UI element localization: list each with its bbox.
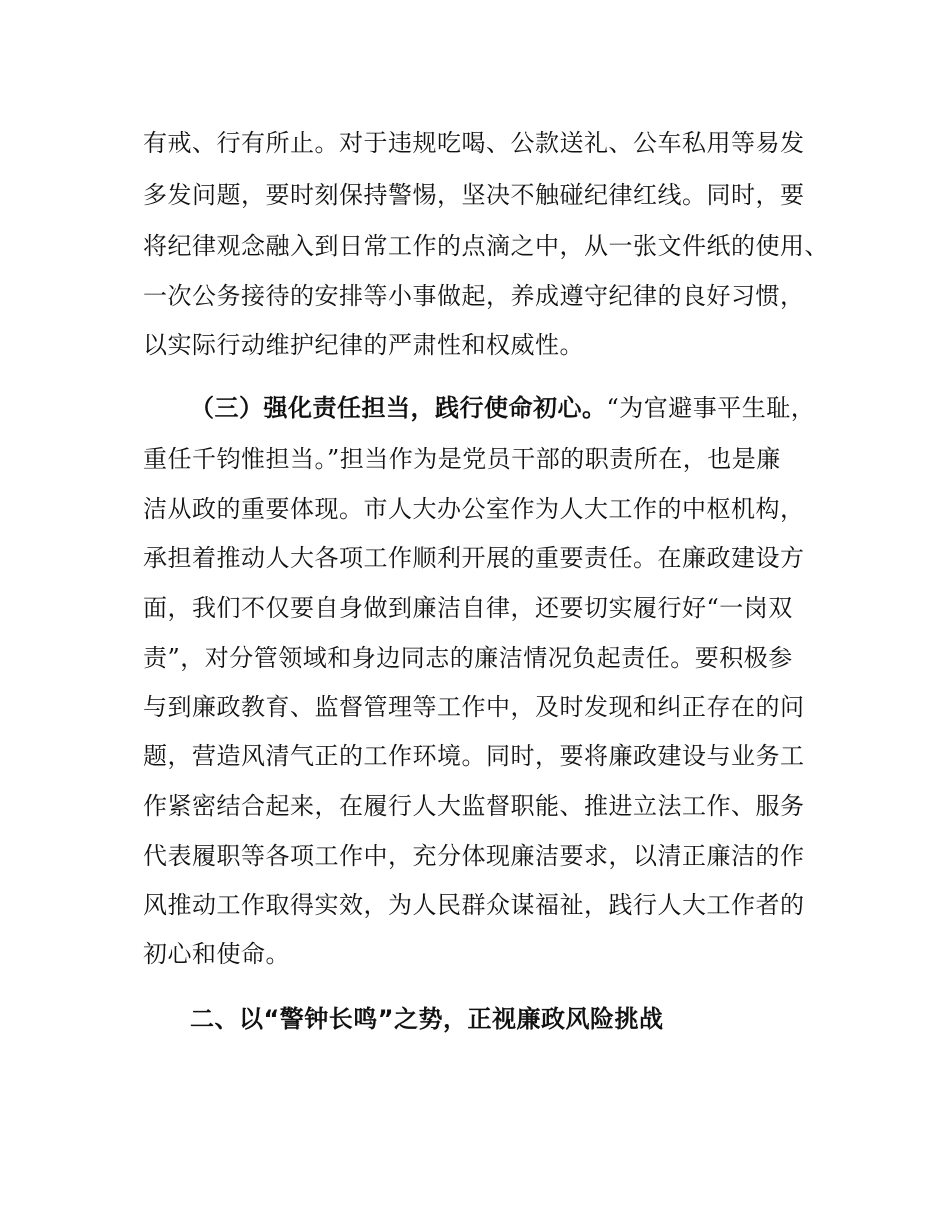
paragraph-line: 面，我们不仅要自身做到廉洁自律，还要切实履行好“一岗双 <box>143 594 793 622</box>
paragraph-line: 作紧密结合起来，在履行人大监督职能、推进立法工作、服务 <box>143 792 805 820</box>
paragraph-line: 初心和使命。 <box>143 940 290 968</box>
paragraph-first-line <box>190 393 815 423</box>
paragraph-line: 重任千钧惟担当。”担当作为是党员干部的职责所在，也是廉 <box>143 445 781 473</box>
paragraph-line: 责”，对分管领域和身边同志的廉洁情况负起责任。要积极参 <box>143 644 793 672</box>
paragraph-line: 有戒、行有所止。对于违规吃喝、公款送礼、公车私用等易发 <box>143 129 805 157</box>
paragraph-line: 风推动工作取得实效，为人民群众谋福祉，践行人大工作者的 <box>143 891 805 919</box>
paragraph-line: 将纪律观念融入到日常工作的点滴之中，从一张文件纸的使用、 <box>143 232 829 260</box>
paragraph-line: 题，营造风清气正的工作环境。同时，要将廉政建设与业务工 <box>143 742 805 770</box>
paragraph-line: 承担着推动人大各项工作顺利开展的重要责任。在廉政建设方 <box>143 544 805 572</box>
quote-text: “为官避事平生耻， <box>606 394 816 422</box>
paragraph-line: 洁从政的重要体现。市人大办公室作为人大工作的中枢机构， <box>143 495 805 523</box>
paragraph-line: 代表履职等各项工作中，充分体现廉洁要求，以清正廉洁的作 <box>143 842 805 870</box>
section-heading: 二、以“警钟长鸣”之势，正视廉政风险挑战 <box>190 1005 664 1033</box>
subsection-heading: （三）强化责任担当，践行使命初心。 <box>190 394 607 422</box>
paragraph-line: 多发问题，要时刻保持警惕，坚决不触碰纪律红线。同时，要 <box>143 181 805 209</box>
paragraph-line: 一次公务接待的安排等小事做起，养成遵守纪律的良好习惯， <box>143 282 805 310</box>
paragraph-line: 与到廉政教育、监督管理等工作中，及时发现和纠正存在的问 <box>143 693 805 721</box>
paragraph-line: 以实际行动维护纪律的严肃性和权威性。 <box>143 331 584 359</box>
